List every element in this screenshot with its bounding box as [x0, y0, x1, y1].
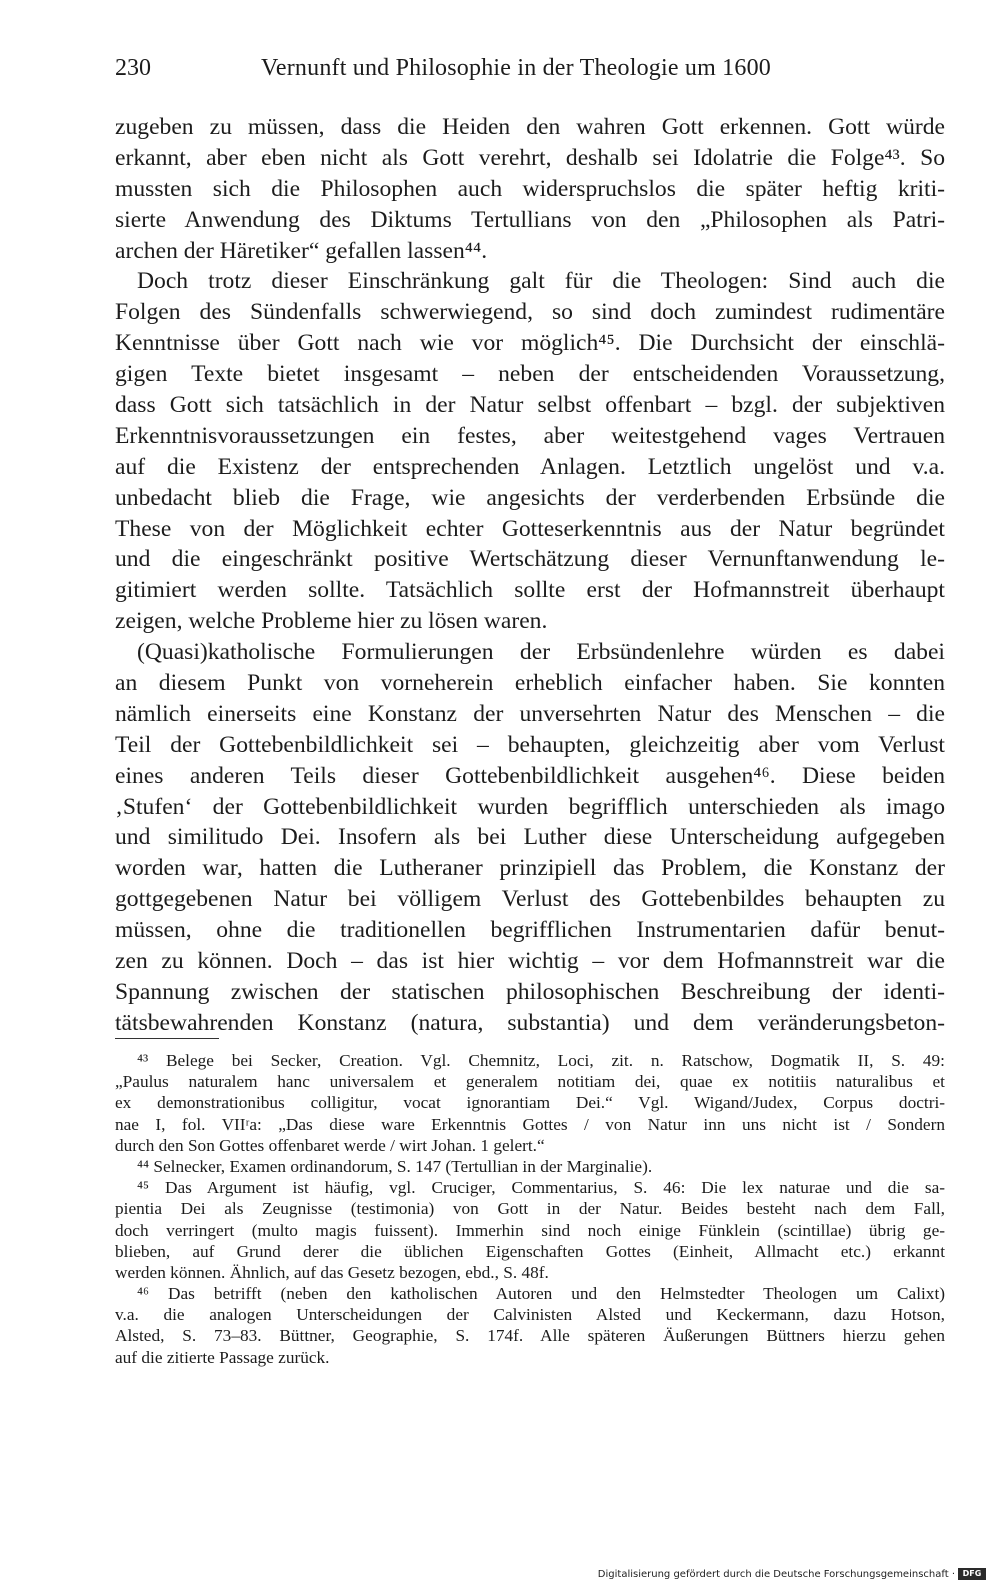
body-line: mussten sich die Philosophen auch widerspruchslos die später heftig kriti-: [115, 175, 945, 202]
footnote-line: doch verringert (multo magis fuissent). Immerhin sind noch einige Fünklein (scintillae) übrig ge-: [115, 1220, 945, 1240]
body-line: sierte Anwendung des Diktums Tertullians von den „Philosophen als Patri-: [115, 206, 945, 233]
footnote-line: werden können. Ähnlich, auf das Gesetz bezogen, ebd., S. 48f.: [115, 1262, 549, 1282]
footnote-line: pientia Dei als Zeugnisse (testimonia) von Gott in der Natur. Beides besteht nach dem Fall,: [115, 1199, 945, 1219]
footnote-line: ex demonstrationibus colligitur, vocat ignorantiam Dei.“ Vgl. Wigand/Judex, Corpus doctri-: [115, 1093, 945, 1113]
body-line: unbedacht blieb die Frage, wie angesichts der verderbenden Erbsünde die: [115, 484, 945, 511]
footnote-line: nae I, fol. VIIʳa: „Das diese ware Erkenntnis Gottes / von Natur inn uns nicht ist / Sondern: [115, 1114, 945, 1134]
dfg-logo-icon: DFG: [958, 1568, 986, 1580]
page-number: 230: [115, 55, 151, 81]
footnote-line: blieben, auf Grund derer die üblichen Eigenschaften Gottes (Einheit, Allmacht etc.) erkannt: [115, 1241, 945, 1261]
body-line: und similitudo Dei. Insofern als bei Luther diese Unterscheidung aufgegeben: [115, 824, 945, 851]
footnote-line: durch den Son Gottes offenbaret werde / wirt Johan. 1 gelert.“: [115, 1135, 545, 1155]
body-line: (Quasi)katholische Formulierungen der Erbsündenlehre würden es dabei: [137, 639, 945, 666]
body-line: dass Gott sich tatsächlich in der Natur selbst offenbart – bzgl. der subjektiven: [115, 392, 945, 419]
body-line: Doch trotz dieser Einschränkung galt für die Theologen: Sind auch die: [137, 268, 945, 295]
body-line: erkannt, aber eben nicht als Gott verehrt, deshalb sei Idolatrie die Folge⁴³. So: [115, 144, 945, 171]
body-line: auf die Existenz der entsprechenden Anlagen. Letztlich ungelöst und v.a.: [115, 453, 945, 480]
body-line: zeigen, welche Probleme hier zu lösen waren.: [115, 608, 548, 635]
footnote-43: ⁴³ Belege bei Secker, Creation. Vgl. Chemnitz, Loci, zit. n. Ratschow, Dogmatik II, S. 49:: [137, 1051, 945, 1070]
body-line: gigen Texte bietet insgesamt – neben der entscheidenden Voraussetzung,: [115, 361, 945, 388]
body-line: tätsbewahrenden Konstanz (natura, substantia) und dem veränderungsbeton-: [115, 1009, 945, 1036]
body-line: Spannung zwischen der statischen philosophischen Beschreibung der identi-: [115, 978, 945, 1005]
body-line: an diesem Punkt von vorneherein erheblich einfacher haben. Sie konnten: [115, 670, 945, 697]
body-line: nämlich einerseits eine Konstanz der unversehrten Natur des Menschen – die: [115, 700, 945, 727]
body-line: zugeben zu müssen, dass die Heiden den wahren Gott erkennen. Gott würde: [115, 114, 945, 140]
body-line: Kenntnisse über Gott nach wie vor möglich⁴⁵. Die Durchsicht der einschlä-: [115, 330, 945, 357]
digitization-credit: [598, 1568, 986, 1580]
body-line: und die eingeschränkt positive Wertschätzung dieser Vernunftanwendung le-: [115, 546, 945, 573]
footnote-45: ⁴⁵ Das Argument ist häufig, vgl. Cruciger, Commentarius, S. 46: Die lex naturae und die sa-: [137, 1178, 945, 1198]
body-line: zen zu können. Doch – das ist hier wichtig – vor dem Hofmannstreit war die: [115, 948, 945, 975]
footnotes: [115, 1050, 945, 1368]
body-line: Erkenntnisvoraussetzungen ein festes, aber weitestgehend vages Vertrauen: [115, 422, 945, 449]
body-line: müssen, ohne die traditionellen begrifflichen Instrumentarien dafür benut-: [115, 917, 945, 944]
footnote-line: v.a. die analogen Unterscheidungen der Calvinisten Alsted und Keckermann, dazu Hotson,: [115, 1305, 945, 1325]
footnote-separator: [115, 1038, 219, 1039]
body-text: [115, 112, 945, 1039]
body-line: eines anderen Teils dieser Gottebenbildlichkeit ausgehen⁴⁶. Diese beiden: [115, 762, 945, 789]
body-line: Folgen des Sündenfalls schwerwiegend, so sind doch zumindest rudimentäre: [115, 299, 945, 326]
body-line: gitimiert werden sollte. Tatsächlich sollte erst der Hofmannstreit überhaupt: [115, 577, 945, 604]
footnote-46: ⁴⁶ Das betrifft (neben den katholischen Autoren und den Helmstedter Theologen um Calixt): [137, 1284, 945, 1304]
footnote-line: auf die zitierte Passage zurück.: [115, 1347, 330, 1367]
body-line: gottgegebenen Natur bei völligem Verlust des Gottebenbildes behaupten zu: [115, 886, 945, 913]
credit-text: Digitalisierung gefördert durch die Deutsche Forschungsgemeinschaft ·: [597, 1568, 955, 1580]
body-line: worden war, hatten die Lutheraner prinzipiell das Problem, die Konstanz der: [115, 855, 945, 882]
body-line: Teil der Gottebenbildlichkeit sei – behaupten, gleichzeitig aber vom Verlust: [115, 731, 945, 758]
footnote-44: ⁴⁴ Selnecker, Examen ordinandorum, S. 147 (Tertullian in der Marginalie).: [137, 1156, 653, 1176]
footnote-line: Alsted, S. 73–83. Büttner, Geographie, S. 174f. Alle späteren Äußerungen Büttners hierzu gehen: [115, 1326, 945, 1346]
body-line: archen der Häretiker“ gefallen lassen⁴⁴.: [115, 237, 488, 264]
running-title: Vernunft und Philosophie in der Theologie um 1600: [261, 55, 771, 81]
page-header: [115, 55, 945, 89]
footnote-line: „Paulus naturalem hanc universalem et generalem notitiam dei, quae ex notitiis naturalibus et: [115, 1072, 945, 1092]
body-line: ‚Stufen‘ der Gottebenbildlichkeit wurden begrifflich unterschieden als imago: [115, 793, 945, 820]
body-line: These von der Möglichkeit echter Gotteserkenntnis aus der Natur begründet: [115, 515, 945, 542]
